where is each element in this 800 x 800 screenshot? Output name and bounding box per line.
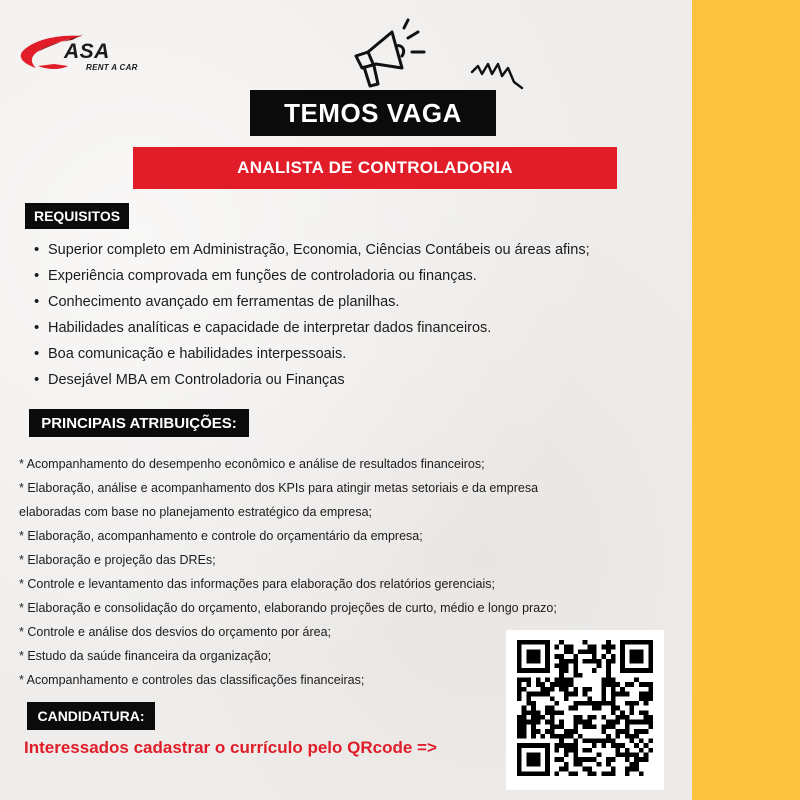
list-item: • Conhecimento avançado em ferramentas de planilhas.	[34, 289, 590, 315]
list-item: * Elaboração, análise e acompanhamento dos KPIs para atingir metas setoriais e da empresa	[19, 481, 539, 495]
list-item: * Controle e análise dos desvios do orçamento por área;	[19, 625, 331, 639]
list-item: * Estudo da saúde financeira da organização;	[19, 649, 272, 663]
application-heading: CANDIDATURA:	[27, 702, 155, 730]
list-item: elaboradas com base no planejamento estratégico da empresa;	[19, 505, 372, 519]
qr-code-icon[interactable]	[517, 640, 653, 776]
logo-name: ASA	[64, 40, 110, 63]
list-item: * Elaboração e projeção das DREs;	[19, 553, 216, 567]
duties-heading: PRINCIPAIS ATRIBUIÇÕES:	[29, 409, 249, 437]
page-title: TEMOS VAGA	[250, 90, 496, 136]
megaphone-icon	[346, 18, 432, 92]
list-item: • Superior completo em Administração, Economia, Ciências Contábeis ou áreas afins;	[34, 237, 590, 263]
job-role-banner: ANALISTA DE CONTROLADORIA	[133, 147, 617, 189]
application-call-to-action: Interessados cadastrar o currículo pelo QRcode =>	[24, 738, 437, 757]
list-item: * Controle e levantamento das informações para elaboração dos relatórios gerenciais;	[19, 577, 495, 591]
list-item: * Acompanhamento do desempenho econômico e análise de resultados financeiros;	[19, 457, 485, 471]
logo-subtitle: RENT A CAR	[86, 63, 138, 72]
list-item: * Elaboração e consolidação do orçamento, elaborando projeções de curto, médio e longo prazo;	[19, 601, 557, 615]
list-item: * Elaboração, acompanhamento e controle do orçamentário da empresa;	[19, 529, 423, 543]
requirements-heading: REQUISITOS	[25, 203, 129, 229]
yellow-side-bar	[692, 0, 800, 800]
list-item: • Boa comunicação e habilidades interpessoais.	[34, 341, 590, 367]
list-item: • Desejável MBA em Controladoria ou Finanças	[34, 367, 590, 393]
list-item: • Habilidades analíticas e capacidade de interpretar dados financeiros.	[34, 315, 590, 341]
list-item: • Experiência comprovada em funções de controladoria ou finanças.	[34, 263, 590, 289]
requirements-list	[34, 237, 590, 393]
list-item: * Acompanhamento e controles das classificações financeiras;	[19, 673, 365, 687]
